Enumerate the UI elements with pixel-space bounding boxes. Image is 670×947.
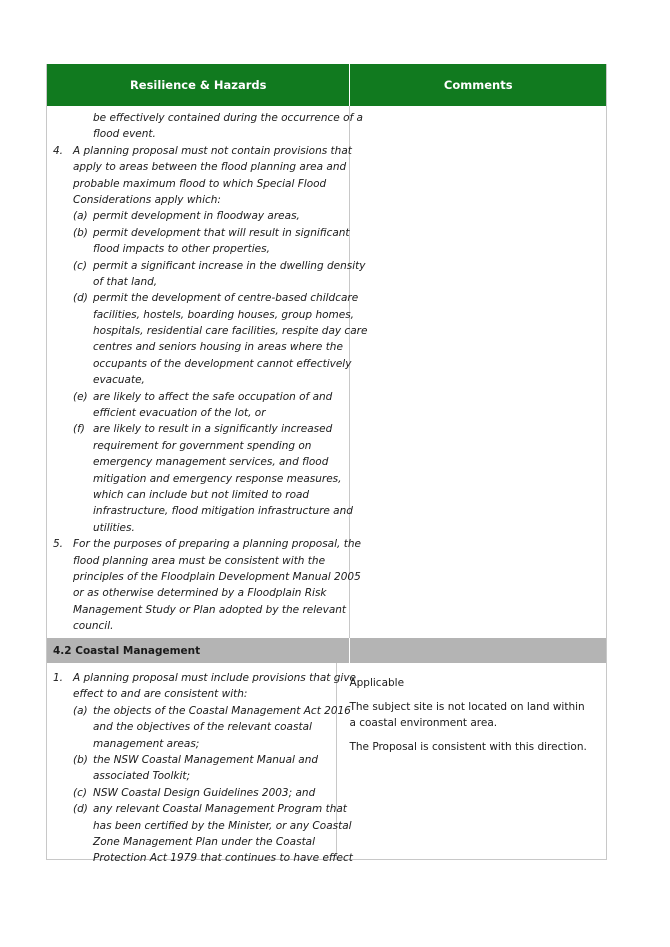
- item-label: (f): [73, 423, 85, 436]
- text-line: [47, 818, 352, 834]
- item-label: (e): [73, 390, 88, 403]
- text-line: [47, 602, 349, 618]
- text-line: [47, 208, 349, 224]
- flood-provisions-cell: [47, 106, 368, 638]
- text-line: [47, 389, 349, 405]
- text-line: [47, 850, 353, 866]
- text-line: [47, 372, 349, 388]
- text-line: [47, 503, 353, 519]
- item-text: any relevant Coastal Management Program that: [93, 803, 347, 816]
- item-text: Management Study or Plan adopted by the relevant: [73, 603, 347, 616]
- text-line: [47, 618, 349, 634]
- item-text: requirement for government spending on: [93, 439, 312, 452]
- item-text: has been certified by the Minister, or any Coastal: [93, 819, 352, 832]
- item-text: apply to areas between the flood planning area and: [73, 161, 347, 174]
- item-label: (d): [73, 803, 88, 816]
- text-line: [47, 834, 336, 850]
- item-text: centres and seniors housing in areas where the: [93, 341, 343, 354]
- text-line: [47, 274, 349, 290]
- item-text: of that land,: [93, 275, 158, 288]
- item-label: (a): [73, 210, 88, 223]
- item-text: mitigation and emergency response measures,: [93, 472, 342, 485]
- text-line: [47, 323, 368, 339]
- item-label: (b): [73, 753, 88, 766]
- text-line: [47, 703, 351, 719]
- text-line: [47, 585, 349, 601]
- text-line: [47, 258, 366, 274]
- item-text: which can include but not limited to road: [93, 488, 310, 501]
- item-text: the NSW Coastal Management Manual and: [93, 753, 319, 766]
- item-label: 1.: [53, 672, 64, 684]
- text-line: [47, 487, 349, 503]
- text-line: [47, 752, 336, 768]
- item-text: A planning proposal must include provisions that give: [73, 672, 356, 684]
- item-text: probable maximum flood to which Special Flood: [73, 177, 327, 190]
- item-text: For the purposes of preparing a planning proposal, the: [73, 538, 361, 551]
- text-line: [47, 471, 349, 487]
- text-line: [47, 143, 352, 159]
- header-comments: Comments: [443, 78, 513, 92]
- coastal-comments-cell: [337, 663, 606, 859]
- item-text: facilities, hostels, boarding houses, group homes,: [93, 308, 355, 321]
- item-text: Protection Act 1979 that continues to have effect: [93, 852, 353, 865]
- item-text: flood planning area must be consistent with the: [73, 554, 326, 567]
- item-text: council.: [73, 620, 114, 633]
- item-label: (c): [73, 259, 87, 272]
- item-text: Considerations apply which:: [73, 193, 221, 206]
- item-text: emergency management services, and flood: [93, 456, 329, 469]
- item-text: effect to and are consistent with:: [73, 688, 248, 701]
- item-text: occupants of the development cannot effectively: [93, 357, 352, 370]
- item-text: permit development in floodway areas,: [93, 210, 300, 223]
- flood-comments-cell: [350, 106, 606, 638]
- item-text: evacuate,: [93, 374, 145, 387]
- section-title: 4.2 Coastal Management: [47, 638, 350, 663]
- item-label: 5.: [53, 538, 64, 551]
- item-text: associated Toolkit;: [93, 770, 191, 783]
- item-text: permit a significant increase in the dwelling density: [93, 259, 366, 272]
- text-line: [47, 405, 349, 421]
- item-text: are likely to affect the safe occupation of and: [93, 390, 333, 403]
- item-text: flood event.: [93, 128, 156, 141]
- text-line: [47, 225, 349, 241]
- text-line: [47, 719, 336, 735]
- item-text: A planning proposal must not contain provisions that: [73, 144, 352, 157]
- text-line: [47, 801, 347, 817]
- item-text: NSW Coastal Design Guidelines 2003; and: [93, 786, 316, 799]
- text-line: [47, 686, 336, 702]
- item-text: efficient evacuation of the lot, or: [93, 407, 266, 420]
- item-text: principles of the Floodplain Development Manual 2005: [73, 570, 361, 583]
- text-line: [47, 438, 349, 454]
- text-line: [47, 569, 361, 585]
- section-blank-cell: [350, 638, 606, 663]
- item-text: the objects of the Coastal Management Act 2016: [93, 704, 351, 717]
- item-text: infrastructure, flood mitigation infrastructure and: [93, 505, 353, 518]
- item-text: hospitals, residential care facilities, respite day care: [93, 325, 368, 338]
- header-resilience-hazards: Resilience & Hazards: [47, 64, 350, 106]
- text-line: [47, 290, 359, 306]
- text-line: [47, 356, 352, 372]
- text-line: [47, 536, 361, 552]
- text-line: [47, 307, 355, 323]
- item-text: flood impacts to other properties,: [93, 243, 270, 256]
- section-row: [47, 638, 606, 663]
- item-text: be effectively contained during the occurrence of a: [93, 112, 363, 124]
- text-line: [47, 768, 336, 784]
- text-line: [47, 736, 336, 752]
- item-text: or as otherwise determined by a Floodplain Risk: [73, 587, 327, 600]
- text-line: [47, 159, 349, 175]
- item-label: (b): [73, 226, 88, 239]
- text-line: [47, 670, 356, 686]
- text-line: [47, 176, 349, 192]
- comment-site: The subject site is not located on land within a coastal environment area.: [349, 701, 585, 729]
- item-label: 4.: [53, 144, 64, 157]
- flood-row: [47, 106, 606, 638]
- item-label: (c): [73, 786, 87, 799]
- item-label: (d): [73, 292, 88, 305]
- text-line: [47, 785, 336, 801]
- item-text: Zone Management Plan under the Coastal: [93, 835, 316, 848]
- item-text: permit the development of centre-based childcare: [93, 292, 359, 305]
- coastal-row: [47, 663, 606, 865]
- text-line: [47, 454, 349, 470]
- comment-consistency: The Proposal is consistent with this direction.: [349, 741, 587, 753]
- text-line: [47, 520, 349, 536]
- text-line: [47, 339, 349, 355]
- item-label: (a): [73, 704, 88, 717]
- text-line: [47, 553, 349, 569]
- comment-status: Applicable: [349, 677, 405, 689]
- text-line: [47, 192, 349, 208]
- item-text: permit development that will result in significant: [93, 226, 350, 239]
- direction-table: [46, 64, 607, 865]
- text-line: [47, 110, 363, 126]
- item-text: are likely to result in a significantly increased: [93, 423, 333, 436]
- coastal-provisions-cell: [47, 663, 356, 865]
- text-line: [47, 241, 349, 257]
- text-line: [47, 421, 349, 437]
- item-text: utilities.: [93, 521, 135, 534]
- item-text: and the objectives of the relevant coastal: [93, 721, 312, 734]
- item-text: management areas;: [93, 737, 200, 750]
- text-line: [47, 126, 349, 142]
- table-header: [47, 64, 606, 106]
